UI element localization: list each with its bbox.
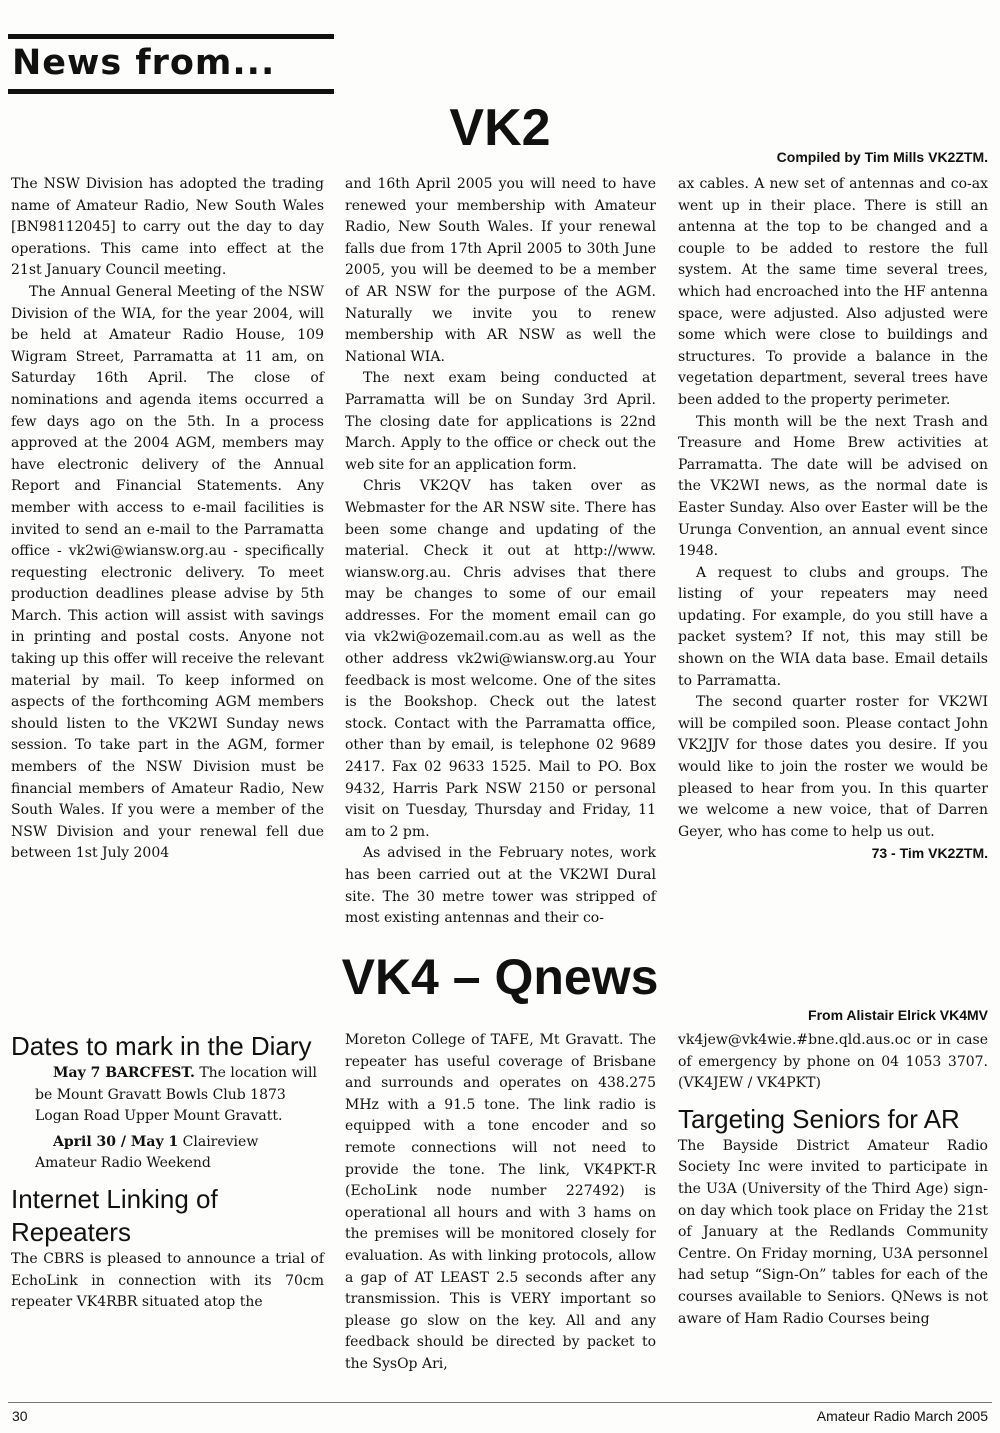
diary-item-text: Claireview Amateur Radio Weekend [35,1133,259,1172]
vk2-paragraph: Chris VK2QV has taken over as Webmaster for the AR NSW site. There has been some change and updating of the material. Check it out at http://www. wiansw.org.au. Chris advises that there may be changes to some of our email addresses. For the moment email can go via vk2wi@ozemail.com.au as well as the other address vk2wi@wiansw.org.au Your feedback is most welcome. One of the sites is the Bookshop. Check out the latest stock. Contact with the Parramatta office, other than by email, is telephone 02 9689 2417. Fax 02 9633 1525. Mail to PO. Box 9432, Harris Park NSW 2150 or personal visit on Tuesday, Thursday and Friday, 11 am to 2 pm. [345,478,656,840]
section-kicker: News from... [12,43,276,83]
diary-item-date: April 30 / May 1 [53,1133,179,1150]
vk2-column-2 [345,174,656,930]
linking-heading: Internet Linking of Repeaters [11,1183,218,1247]
page-number: 30 [12,1408,28,1424]
vk2-column-3 [678,174,988,865]
vk2-column-1 [11,174,324,865]
vk4-paragraph: vk4jew@vk4wie.#bne.qld.aus.oc or in case of emergency by phone on 04 1053 3707. (VK4JEW / VK4PKT) [678,1032,988,1092]
vk2-signoff: 73 - Tim VK2ZTM. [871,845,988,862]
vk2-paragraph: ax cables. A new set of antennas and co-ax went up in their place. There is still an antenna at the top to be changed and a couple to be added to restore the full system. At the same time several trees, which had encroached into the HF antenna space, were adjusted. Also adjusted were some which were close to buildings and structures. To provide a balance in the vegetation department, several trees have been added to the property perimeter. [678,176,988,408]
diary-heading: Dates to mark in the Diary [11,1031,312,1061]
magazine-issue: Amateur Radio March 2005 [816,1408,988,1424]
vk4-paragraph: Moreton College of TAFE, Mt Gravatt. The repeater has useful coverage of Brisbane and surrounds and operates on 438.275 MHz with a 91.5 tone. The link radio is equipped with a tone encoder and so remote connections will not need to provide the tone. The link, VK4PKT-R (EchoLink node number 227492) is operational all hours and with 3 hams on the premises will be monitored closely for evaluation. As with linking protocols, allow a gap of AT LEAST 2.5 seconds after any transmission. This is VERY important so please go slow on the key. All and any feedback should be directed by packet to the SysOp Ari, [345,1032,656,1372]
vk4-column-1 [11,1030,324,1314]
diary-item [11,1063,324,1128]
vk2-paragraph: The NSW Division has adopted the trading name of Amateur Radio, New South Wales [BN98112045] to carry out the day to day operations. This came into effect at the 21st January Council meeting. [11,176,324,279]
seniors-paragraph: The Bayside District Amateur Radio Society Inc were invited to participate in the U3A (University of the Third Age) sign-on day which took place on Friday the 21st of January at the Redlands Community Centre. On Friday morning, U3A personnel had setup “Sign-On” tables for each of the courses available to Seniors. QNews is not aware of Ham Radio Courses being [678,1137,988,1327]
vk2-paragraph: The Annual General Meeting of the NSW Division of the WIA, for the year 2004, will be held at Amateur Radio House, 109 Wigram Street, Parramatta at 11 am, on Saturday 16th April. The close of nominations and agenda items occurred a few days ago on the 5th. In a process approved at the 2004 AGM, members may have electronic delivery of the Annual Report and Financial Statements. Any member with access to e-mail facilities is invited to send an e-mail to the Parramatta office - vk2wi@wiansw.org.au - specifically requesting electronic delivery. To meet production deadlines please advise by 5th March. This action will assist with savings in printing and postal costs. Anyone not taking up this offer will receive the relevant material by mail. To keep informed on aspects of the forthcoming AGM members should listen to the VK2WI Sunday news session. To take part in the AGM, former members of the NSW Division must be financial members of Amateur Radio, New South Wales. If you were a member of the NSW Division and your renewal fell due between 1st July 2004 [11,283,324,862]
linking-paragraph: The CBRS is pleased to announce a trial of EchoLink in connection with its 70cm repeater VK4RBR situated atop the [11,1250,324,1311]
vk4-title: VK4 – Qnews [341,949,659,1005]
vk2-paragraph: and 16th April 2005 you will need to have renewed your membership with Amateur Radio, New South Wales. If your renewal falls due from 17th April 2005 to 30th June 2005, you will be deemed to be a member of AR NSW for the purpose of the AGM. Naturally we invite you to renew membership with AR NSW as well the National WIA. [345,176,656,365]
vk4-byline: From Alistair Elrick VK4MV [808,1007,988,1023]
vk4-column-2 [345,1030,656,1376]
diary-item-text: The location will be Mount Gravatt Bowls Club 1873 Logan Road Upper Mount Gravatt. [35,1065,317,1125]
footer-rule [8,1402,992,1403]
vk2-paragraph: The next exam being conducted at Parramatta will be on Sunday 3rd April. The closing date for applications is 22nd March. Apply to the office or check out the web site for an application form. [345,370,656,473]
vk2-paragraph: This month will be the next Trash and Treasure and Home Brew activities at Parramatta. The date will be advised on the VK2WI news, as the normal date is Easter Sunday. Also over Easter will be the Urunga Convention, an annual event since 1948. [678,413,988,560]
diary-item-date: May 7 BARCFEST. [53,1065,195,1081]
vk4-column-3 [678,1030,988,1330]
header-rule-top [8,34,334,39]
seniors-heading: Targeting Seniors for AR [678,1103,960,1134]
vk2-paragraph: The second quarter roster for VK2WI will be compiled soon. Please contact John VK2JJV for those dates you desire. If you would like to join the roster we would be pleased to hear from you. In this quarter we welcome a new voice, that of Darren Geyer, who has come to help us out. [678,694,988,840]
vk2-paragraph: As advised in the February notes, work has been carried out at the VK2WI Dural site. The 30 metre tower was stripped of most existing antennas and their co- [345,845,656,927]
vk2-paragraph: A request to clubs and groups. The listing of your repeaters may need updating. For example, do you still have a packet system? If not, this may still be shown on the WIA data base. Email details to Parramatta. [678,564,988,689]
header-rule-bottom [8,89,334,94]
vk2-title: VK2 [449,99,551,157]
vk2-byline: Compiled by Tim Mills VK2ZTM. [776,149,988,165]
diary-item [11,1132,324,1175]
